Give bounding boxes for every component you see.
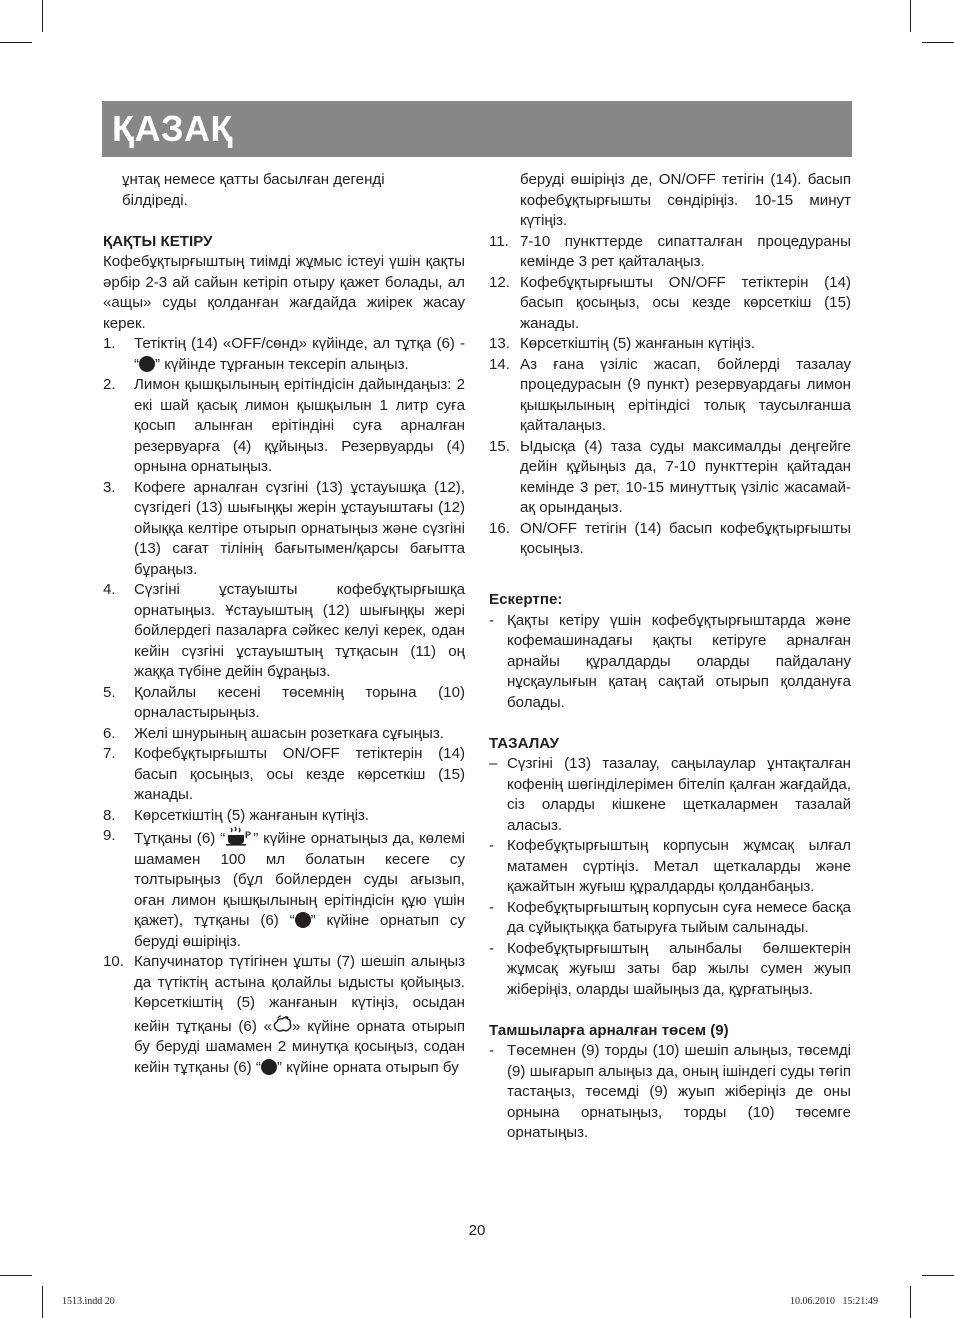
item-number: 2. <box>103 376 116 393</box>
item-text: Аз ғана үзіліс жасап, бойлерді тазалау процедурасын (9 пункт) резервуардағы лимон қышқылының ерітіндісі толық таусылғанша қайталаңыз. <box>520 355 851 434</box>
list-item <box>103 683 465 724</box>
item-text: Қолайлы кесені төсемнің торына (10) орналастырыңыз. <box>134 683 465 721</box>
item-text: Көрсеткіштің (5) жанғанын күтіңіз. <box>134 806 370 824</box>
cleaning-heading: ТАЗАЛАУ <box>489 734 560 752</box>
list-item <box>489 519 851 560</box>
list-item <box>103 952 465 1078</box>
left-column <box>103 170 465 1078</box>
item-number: 12. <box>489 273 510 291</box>
bullet-dash: – <box>489 755 498 772</box>
crop-mark <box>910 0 911 32</box>
footer-timestamp: 10.06.2010 15:21:49 <box>790 1296 879 1307</box>
list-item-continuation <box>489 170 851 232</box>
intro-line: білдіреді. <box>122 191 188 209</box>
footer-file-info: 1513.indd 20 <box>62 1296 115 1307</box>
item-text: Капучинатор түтігінен ұшты (7) шешіп алыңыз да түтіктің астына қолайлы ыдысты қойыңыз. Көрсеткіштің (5) жанғанын күтіңіз, осыдан кейін тұтқаны (6) « » күйіне орната отырып бу беруді шамамен 2 минутқа қосыңыз, содан кейін тұтқаны (6) “ ” күйіне орната отырып бу <box>134 953 465 1076</box>
right-column <box>489 170 851 1144</box>
note-text: Қақты кетіру үшін кофебұқтырғыштарда және кофемашинадағы қақты кетіруге арналған арнайы құралдарды оларды пайдалану нұсқаулығын қатаң сақтай отырып қолдануға болады. <box>507 611 851 711</box>
item-number: 7. <box>103 745 116 762</box>
descaling-heading: ҚАҚТЫ КЕТІРУ <box>103 232 213 250</box>
svg-text:P: P <box>245 830 252 840</box>
item-number: 1. <box>103 335 116 352</box>
item-text: Сүзгіні ұстауышты кофебұқтырғышқа орнатыңыз. Ұстауыштың (12) шығыңқы жері бойлердегі пазаларға сәйкес келуі керек, одан кейін сүзгіні ұстауыштың тұтқасын (11) оң жаққа түбіне дейін бұраңыз. <box>134 581 465 680</box>
cleaning-text: Кофебұқтырғыштың корпусын жұмсақ ылғал матамен сүртіңіз. Метал щеткаларды және қажайтын жуғыш құралдарды қолданбаңыз. <box>507 837 851 895</box>
cleaning-text: Кофебұқтырғыштың алынбалы бөлшектерін жұмсақ жуғыш заты бар жылы сумен жуып жіберіңіз, оларды шайыңыз да, құрғатыңыз. <box>507 939 851 998</box>
item-number: 6. <box>103 724 116 742</box>
list-item <box>489 437 851 519</box>
item-text: беруді өшіріңіз де, ON/OFF тетігін (14). басып кофебұқтырғышты сөндіріңіз. 10-15 минут күтіңіз. <box>520 171 851 229</box>
list-item <box>103 826 465 952</box>
item-text: Желі шнурының ашасын розеткаға сұғыңыз. <box>134 724 444 742</box>
crop-mark <box>42 0 43 32</box>
item-text: Көрсеткіштің (5) жанғанын күтіңіз. <box>520 335 756 352</box>
item-text: Лимон қышқылының ерітіндісін дайындаңыз: 2 екі шай қасық лимон қышқылын 1 литр суға қосып алынған ерітіндіні суға арналған резервуарға (4) құйыңыз. Резервуарды (4) орнына орнатыңыз. <box>134 376 465 475</box>
crop-mark <box>42 1286 43 1318</box>
drip-tray-heading: Тамшыларға арналған төсем (9) <box>489 1021 729 1039</box>
list-item <box>489 232 851 273</box>
cleaning-item <box>489 836 851 898</box>
list-item <box>489 273 851 335</box>
list-item <box>103 478 465 581</box>
bullet-dash: - <box>489 939 495 957</box>
item-number: 10. <box>103 953 124 970</box>
descaling-intro: Кофебұқтырғыштың тиімді жұмыс істеуі үшін қақты әрбір 2-3 ай сайын кетіріп отыру қажет болады, ал «ащы» суды қолданған жағдайда жиірек жасау керек. <box>103 253 465 332</box>
crop-mark <box>0 1275 32 1276</box>
item-text: 7-10 пункттерде сипатталған процедураны кемінде 3 рет қайталаңыз. <box>520 232 851 270</box>
water-position-icon <box>225 826 253 846</box>
list-item <box>103 724 465 745</box>
bullet-dash: - <box>489 837 495 854</box>
item-number: 13. <box>489 335 510 352</box>
bullet-dash: - <box>489 1042 495 1059</box>
item-text: Тетіктің (14) «OFF/сөнд» күйінде, ал тұтқа (6) - “ ” күйінде тұрғанын тексеріп алыңыз. <box>134 335 465 373</box>
note-item <box>489 611 851 714</box>
intro-continuation <box>103 170 465 211</box>
item-number: 4. <box>103 581 116 598</box>
item-number: 8. <box>103 806 116 824</box>
drip-tray-text: Төсемнен (9) торды (10) шешіп алыңыз, төсемді (9) шығарып алыңыз да, оның ішіндегі суды төгіп тастаңыз, төсемді (9) жуып жіберіңіз де оны орнына орнатыңыз, торды (10) төсемге орнатыңыз. <box>507 1042 851 1141</box>
list-item <box>489 355 851 437</box>
item-text: Кофебұқтырғышты ON/OFF тетіктерін (14) басып қосыңыз, осы кезде көрсеткіш (15) жанады. <box>134 745 465 803</box>
bullet-dash: - <box>489 611 495 629</box>
note-heading: Ескертпе: <box>489 591 563 608</box>
off-position-icon <box>139 356 155 372</box>
item-number: 9. <box>103 827 116 844</box>
list-item <box>103 580 465 683</box>
cleaning-item <box>489 754 851 836</box>
list-item <box>103 806 465 827</box>
off-position-icon <box>261 1059 277 1075</box>
item-number: 3. <box>103 478 116 496</box>
list-item <box>489 334 851 355</box>
language-header-bar <box>102 101 852 157</box>
list-item <box>103 375 465 478</box>
list-item <box>103 334 465 375</box>
crop-mark <box>910 1286 911 1318</box>
steam-position-icon <box>272 1014 292 1034</box>
item-number: 5. <box>103 683 116 701</box>
bullet-dash: - <box>489 898 495 916</box>
drip-tray-item <box>489 1041 851 1144</box>
crop-mark <box>922 42 954 43</box>
crop-mark <box>922 1275 954 1276</box>
list-item <box>103 744 465 806</box>
item-text: Тұтқаны (6) “ P ” күйіне орнатыңыз да, көлемі шамамен 100 мл болатын кесеге су толтырыңыз (бұл бойлерден суды ағызып, оған лимон қышқылының ерітіндісін құю үшін қажет), тұтқаны (6) “ ” күйіне орнатып су беруді өшіріңіз. <box>134 826 465 952</box>
language-title: ҚАЗАҚ <box>112 108 233 149</box>
off-position-icon <box>295 912 311 928</box>
cleaning-text: Кофебұқтырғыштың корпусын суға немесе басқа да сұйықтыққа батыруға тыйым салынады. <box>507 898 851 936</box>
item-number: 16. <box>489 519 510 537</box>
item-text: Кофебұқтырғышты ON/OFF тетіктерін (14) басып қосыңыз, осы кезде көрсеткіш (15) жанады. <box>520 273 851 332</box>
item-number: 14. <box>489 355 510 373</box>
cleaning-item <box>489 939 851 1001</box>
item-number: 15. <box>489 437 510 455</box>
page-number: 20 <box>468 1222 486 1239</box>
item-number: 11. <box>489 232 509 250</box>
item-text: Кофеге арналған сүзгіні (13) ұстауышқа (12), сүзгідегі (13) шығыңқы жерін ұстауыштағы (12) ойыққа келтіре отырып орнатыңыз және сүзгіні (13) сағат тілінің бағытымен/қарсы бағытта бұраңыз. <box>134 478 465 578</box>
item-text: ON/OFF тетігін (14) басып кофебұқтырғышты қосыңыз. <box>520 519 851 557</box>
item-text: Ыдысқа (4) таза суды максималды деңгейге дейін құйыңыз да, 7-10 пункттерін қайтадан кемінде 3 рет, 10-15 минуттық үзіліс жасамай-ақ орындаңыз. <box>520 437 851 516</box>
cleaning-text: Сүзгіні (13) тазалау, саңылаулар ұнтақталған кофенің шөгінділерімен бітеліп қалған жағдайда, сіз оларды кішкене щеткалармен тазалай аласыз. <box>507 755 851 834</box>
crop-mark <box>0 42 32 43</box>
cleaning-item <box>489 898 851 939</box>
intro-line: ұнтақ немесе қатты басылған дегенді <box>122 171 385 188</box>
